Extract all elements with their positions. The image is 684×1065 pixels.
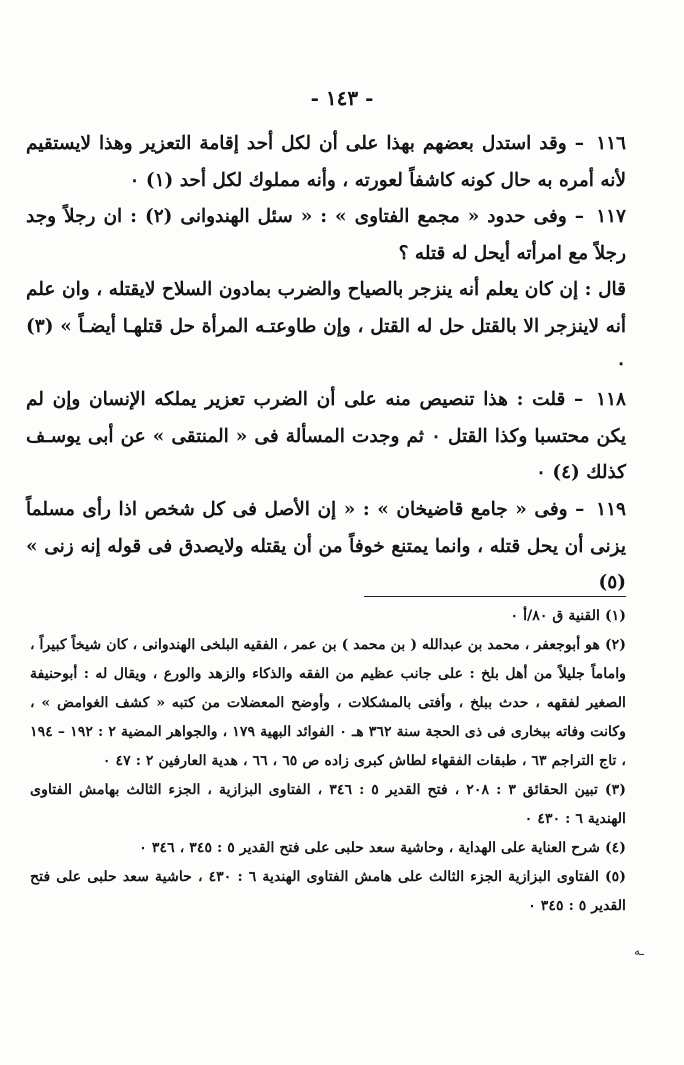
footnote-marker: (١) — [604, 608, 626, 624]
footnote-text: القنية ق ٨٠/أ ٠ — [510, 608, 600, 624]
paragraph-118 — [26, 382, 626, 492]
footnote-text: الفتاوى البزازية الجزء الثالث على هامش الفتاوى الهندية ٦ : ٤٣٠ ، حاشية سعد حلبى على فتح القدير ٥ : ٣٤٥ ٠ — [30, 869, 626, 914]
paragraph-117 — [26, 199, 626, 272]
paragraph-number: ١١٧ — [596, 206, 626, 228]
paragraph-number: ١١٦ — [596, 133, 626, 154]
margin-mark: ـه — [634, 944, 644, 958]
paragraph-number: ١١٨ — [596, 389, 626, 411]
footnote-1 — [30, 602, 626, 631]
footnote-marker: (٢) — [604, 637, 626, 653]
footnote-text: هو أبوجعفر ، محمد بن عبدالله ( بن محمد ) بن عمر ، الفقيه البلخى الهندوانى ، كان شيخاً كبيراً ، واماماً جليلاً من أهل بلخ : على جانب عظيم من الفقه والذكاء والزهد والورع ، ويقال له : أبوحنيفة الصغير لفقهه ، حدث ببلخ ، وأفتى بالمشكلات ، وأوضح المعضلات من كتبه « كشف الغوامض » ، وكانت وفاته ببخارى فى ذى الحجة سنة ٣٦٢ هـ ٠ الفوائد البهية ١٧٩ ، والجواهر المضية ٢ : ١٩٢ – ١٩٤ ، تاج التراجم ٦٣ ، طبقات الفقهاء لطاش كبرى زاده ص ٦٥ ، ٦٦ ، هدية العارفين ٢ : ٤٧ ٠ — [30, 637, 626, 769]
footnotes — [30, 602, 626, 921]
paragraph-text: قال : إن كان يعلم أنه ينزجر بالصياح والضرب بمادون السلاح لايقتله ، وان علم أنه لاينزجر الا بالقتل حل له القتل ، وإن طاوعتـه المرأة حل قتلهـا أيضـاً » (٣) ٠ — [26, 279, 626, 374]
paragraph-text: – وفى حدود « مجمع الفتاوى » : « سئل الهندوانى (٢) : ان رجلاً وجد رجلاً مع امرأته أيحل له قتله ؟ — [26, 206, 626, 264]
main-text — [26, 126, 626, 602]
paragraph-text: – وقد استدل بعضهم بهذا على أن لكل أحد إقامة التعزير وهذا لايستقيم لأنه أمره به حال كونه كاشفاً لعورته ، وأنه مملوك لكل أحد (١) ٠ — [26, 133, 626, 191]
footnote-marker: (٤) — [604, 840, 626, 856]
footnote-5 — [30, 863, 626, 921]
footnote-text: تبين الحقائق ٣ : ٢٠٨ ، فتح القدير ٥ : ٣٤٦ ، الفتاوى البزازية ، الجزء الثالث بهامش الفتاوى الهندية ٦ : ٤٣٠ ٠ — [30, 782, 626, 827]
paragraph-text: – قلت : هذا تنصيص منه على أن الضرب تعزير يملكه الإنسان وإن لم يكن محتسبا وكذا القتل ٠ ثم وجدت المسألة فى « المنتقى » عن أبى يوسـف كذلك (٤) ٠ — [26, 389, 626, 484]
footnote-marker: (٥) — [604, 869, 626, 885]
footnote-separator — [364, 596, 626, 597]
paragraph-117-continuation — [26, 272, 626, 382]
footnote-2 — [30, 631, 626, 776]
page-number: - ١٤٣ - — [310, 86, 374, 110]
footnote-text: شرح العناية على الهداية ، وحاشية سعد حلبى على فتح القدير ٥ : ٣٤٥ ، ٣٤٦ ٠ — [139, 840, 600, 856]
paragraph-119 — [26, 492, 626, 602]
footnote-3 — [30, 776, 626, 834]
footnote-4 — [30, 834, 626, 863]
paragraph-text: – وفى « جامع قاضيخان » : « إن الأصل فى كل شخص اذا رأى مسلماً يزنى أن يحل قتله ، وانما يمتنع خوفاً من أن يقتله ولايصدق فى قوله إنه زنى » (٥) — [26, 498, 626, 594]
footnote-marker: (٣) — [604, 782, 626, 798]
paragraph-number: ١١٩ — [596, 498, 626, 520]
paragraph-116 — [26, 126, 626, 199]
